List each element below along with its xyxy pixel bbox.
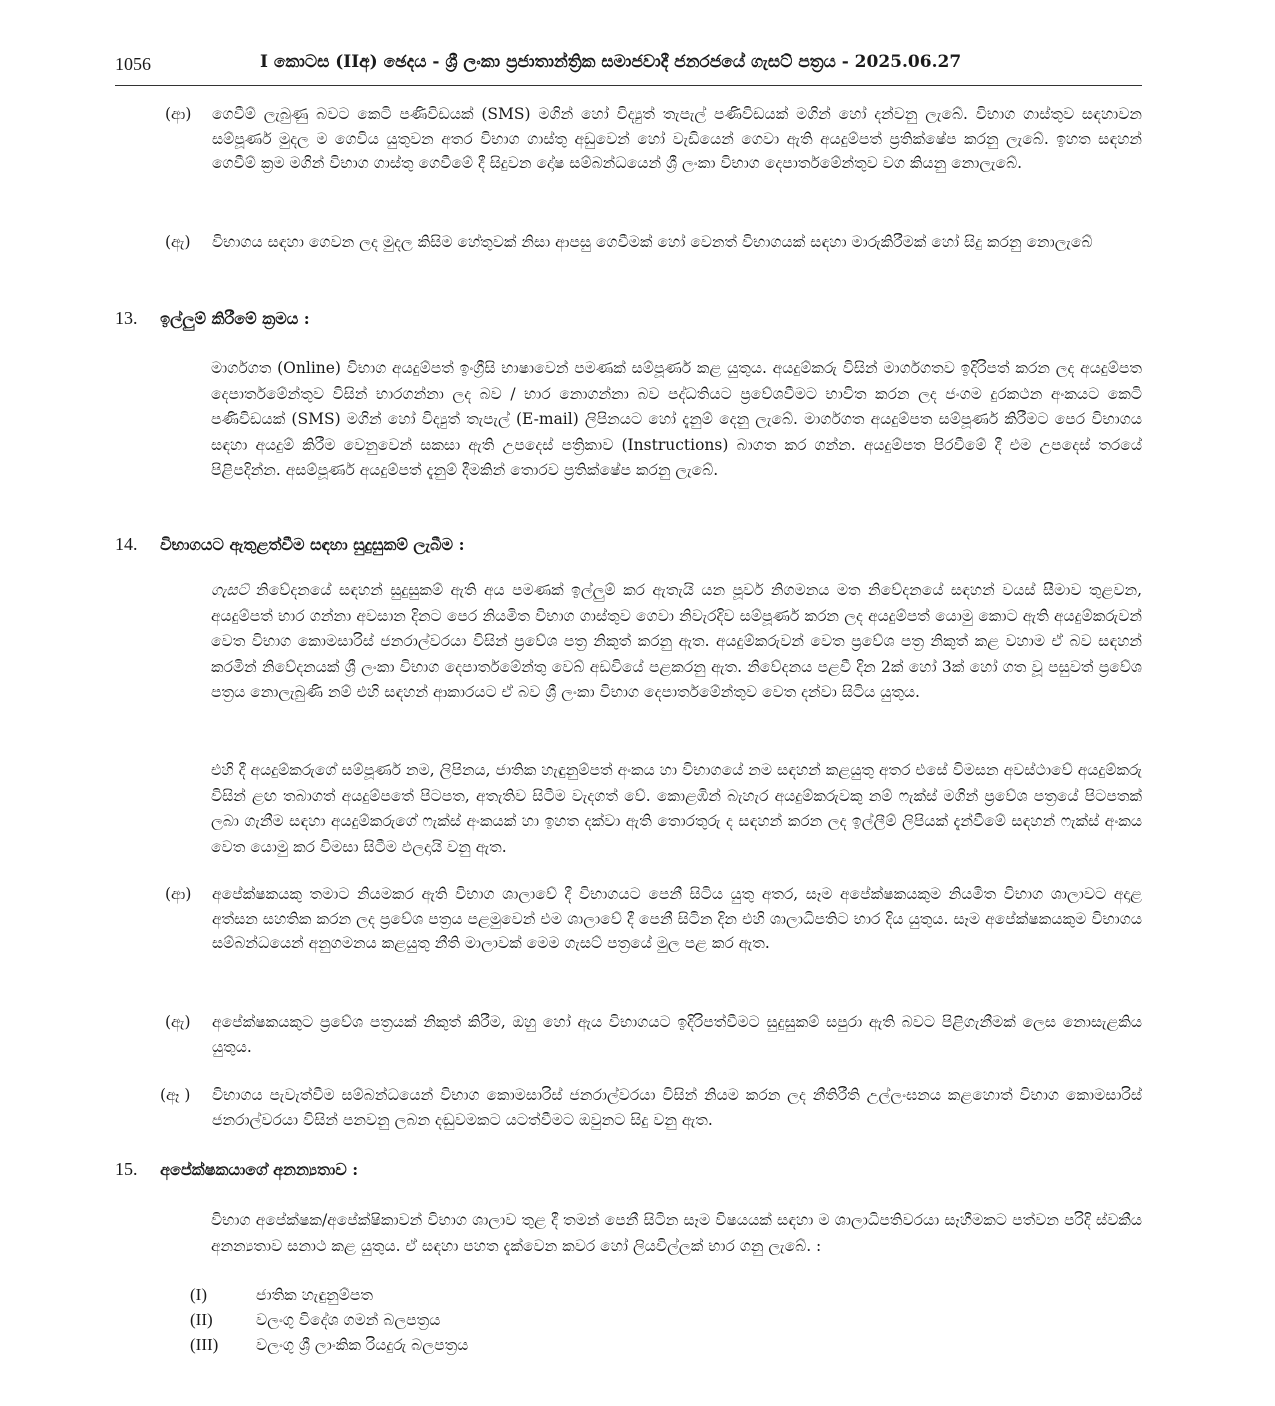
section-title: විභාගයට ඇතුළත්වීම සඳහා සුදුසුකම් ලැබීම : xyxy=(160,535,465,554)
section-number: 14. xyxy=(115,534,138,554)
page-header xyxy=(115,52,1142,82)
item-marker: (ඇ) xyxy=(165,1013,191,1031)
intro-item-ae xyxy=(165,230,1142,282)
section-14-item-ae xyxy=(165,1010,1142,1060)
list-text: ජාතික හැඳුනුම්පත xyxy=(256,1286,373,1304)
section-14-paragraph-1 xyxy=(211,578,1142,706)
list-text: වලංගු ශ්‍රී ලාංකික රියදුරු බලපත්‍රය xyxy=(256,1336,469,1354)
item-text: ගෙවීම් ලැබුණු බවට කෙටි පණිවිඩයක් (SMS) මගින් හෝ විද්‍යුත් තැපැල් පණිවිඩයක් මගින් හෝ දන්වනු ලැබේ. විභාග ගාස්තුව සඳහාවන සම්පූර්ණ මුදල ම ගෙවිය යුතුවන අතර විභාග ගාස්තු අඩුවෙන් හෝ වැඩියෙන් ගෙවා ඇති අයදුම්පත් ප්‍රතික්ෂේප කරනු ලැබේ. ඉහත සඳහන් ගෙවීම් ක්‍රම මගින් විභාග ගාස්තු ගෙවීමේ දී සිදුවන දෝෂ සම්බන්ධයෙන් ශ්‍රී ලංකා විභාග දෙපාර්තමේන්තුව වග කියනු නොලැබේ. xyxy=(212,105,1142,172)
item-marker: (ආ) xyxy=(165,105,192,123)
intro-item-aa xyxy=(165,102,1142,202)
section-13-heading xyxy=(115,306,310,331)
section-number: 13. xyxy=(115,308,138,328)
paragraph-text: නිවේදනයේ සඳහන් සුදුසුකම් ඇති අය පමණක් ඉල්ලුම් කර ඇතැයි යන පූර්ව නිගමනය මත නිවේදනයේ සඳහන් වයස් සීමාව තුළවන, අයදුම්පත් භාර ගන්නා අවසාන දිනට පෙර නියමිත විභාග ගාස්තුව ගෙවා නිවැරදිව සම්පූර්ණ කරන ලද අයදුම්පත් යොමු කොට ඇති අයදුම්කරුවන් වෙත විභාග කොමසාරිස් ජනරාල්වරයා විසින් ප්‍රවේශ පත්‍ර නිකුත් කරනු ඇත. අයදුම්කරුවන් වෙත ප්‍රවේශ පත්‍ර නිකුත් කළ වහාම ඒ බව සඳහන් කරමින් නිවේදනයක් ශ්‍රී ලංකා විභාග දෙපාර්තමේන්තු වෙබ් අඩවියේ පළකරනු ඇත. නිවේදනය පළවී දින 2ක් හෝ 3ක් හෝ ගත වූ පසුවත් ප්‍රවේශ පත්‍රය නොලැබුණි නම් එහි සඳහන් ආකාරයට ඒ බව ශ්‍රී ලංකා විභාග දෙපාර්තමේන්තුව වෙත දන්වා සිටිය යුතුය. xyxy=(211,581,1142,701)
page-title: I කොටස (IIඅ) ඡෙදය - ශ්‍රී ලංකා ප්‍රජාතාන්ත්‍රික සමාජවාදී ජනරජයේ ගැසට් පත්‍රය - 2025.06.27 xyxy=(260,52,962,72)
section-15-paragraph: විභාග අපේක්ෂක/අපේක්ෂිකාවන් විභාග ශාලාව තුළ දී තමන් පෙනී සිටින සෑම විෂයයක් සඳහා ම ශාලාධිපතිවරයා සෑහීමකට පත්වන පරිදි ස්වකීය අනන්‍යතාව සනාථ කළ යුතුය. ඒ සඳහා පහත දැක්වෙන කවර හෝ ලියවිල්ලක් භාර ගනු ලැබේ. : xyxy=(211,1211,1142,1255)
item-text: විභාගය සඳහා ගෙවන ලද මුදල කිසිම හේතුවක් නිසා ආපසු ගෙවීමක් හෝ වෙනත් විභාගයක් සඳහා මාරුකිරීමක් හෝ සිදු කරනු නොලැබේ xyxy=(212,233,1093,251)
section-15-heading xyxy=(115,1157,358,1182)
section-14-item-aee xyxy=(160,1083,1142,1133)
section-14-paragraph-2: එහි දී අයදුම්කරුගේ සම්පූර්ණ නම, ලිපිනය, ජාතික හැඳුනුම්පත් අංකය හා විභාගයේ නම සඳහන් කළයුතු අතර එසේ විමසන අවස්ථාවේ අයදුම්කරු විසින් ළඟ තබාගත් අයදුම්පතේ පිටපත, අතැතිව සිටීම වැදගත් වේ. කොළඹින් බැහැර අයදුම්කරුවකු නම් ෆැක්ස් මගින් ප්‍රවේශ පත්‍රයේ පිටපතක් ලබා ගැනීම සඳහා අයදුම්කරුගේ ෆැක්ස් අංකයක් හා ඉහත දක්වා ඇති තොරතුරු ද සඳහන් කරන ලද ඉල්ලීම් ලිපියක් දැන්වීමේ සඳහන් ෆැක්ස් අංකය වෙත යොමු කර විමසා සිටීම ඵලදායි වනු ඇත. xyxy=(211,761,1142,856)
section-14-heading xyxy=(115,532,465,557)
id-document-item xyxy=(190,1308,440,1332)
list-numeral: (II) xyxy=(190,1310,213,1329)
item-marker: (ඈ ) xyxy=(160,1086,191,1104)
section-title: අපේක්ෂකයාගේ අනන්‍යතාව : xyxy=(160,1160,359,1179)
item-marker: (ඇ) xyxy=(165,233,191,251)
section-title: ඉල්ලුම් කිරීමේ ක්‍රමය : xyxy=(160,309,310,328)
section-14-item-aa xyxy=(165,882,1142,984)
list-text: වලංගු විදේශ ගමන් බලපත්‍රය xyxy=(256,1311,441,1329)
id-document-item xyxy=(190,1333,468,1357)
item-text: අපේක්ෂකයකු තමාට නියමකර ඇති විභාග ශාලාවේ දී විභාගයට පෙනී සිටිය යුතු අතර, සෑම අපේක්ෂකයකුම නියමිත විභාග ශාලාවට අදාළ අත්සන සහතික කරන ලද ප්‍රවේශ පත්‍රය පළමුවෙන් එම ශාලාවේ දී පෙනී සිටින දින එහි ශාලාධිපතිට භාර දිය යුතුය. සෑම අපේක්ෂකයකුම විභාගය සම්බන්ධයෙන් අනුගමනය කළයුතු නීති මාලාවක් මෙම ගැසට් පත්‍රයේ මුල පළ කර ඇත. xyxy=(212,885,1142,952)
gazette-word: ගැසට් xyxy=(211,581,249,599)
list-numeral: (III) xyxy=(190,1335,219,1354)
item-marker: (ආ) xyxy=(165,885,192,903)
item-text: විභාගය පැවැත්වීම සම්බන්ධයෙන් විභාග කොමසාරිස් ජනරාල්වරයා විසින් නියම කරන ලද නීතිරීති උල්ලංඝනය කළහොත් විභාග කොමසාරිස් ජනරාල්වරයා විසින් පනවනු ලබන දඬුවමකට යටත්වීමට ඔවුනට සිදු වනු ඇත. xyxy=(212,1086,1142,1129)
section-13-paragraph: මාර්ගගත (Online) විභාග අයදුම්පත් ඉංග්‍රීසි භාෂාවෙන් පමණක් සම්පූර්ණ කළ යුතුය. අයදුම්කරු විසින් මාර්ගගතව ඉදිරිපත් කරන ලද අයදුම්පත දෙපාර්තමේන්තුව විසින් භාරගන්නා ලද බව / භාර නොගන්නා බව පද්ධතියට ප්‍රවේශවීමට භාවිත කරන ලද ජංගම දුරකථන අංකයට කෙටි පණිවිඩයක් (SMS) මගින් හෝ විද්‍යුත් තැපැල් (E-mail) ලිපිනයට හෝ දැනුම් දෙනු ලැබේ. මාර්ගගත අයදුම්පත සම්පූර්ණ කිරීමට පෙර විභාගය සඳහා අයදුම් කිරීම වෙනුවෙන් සකසා ඇති උපදෙස් පත්‍රිකාව (Instructions) බාගත කර ගන්න. අයදුම්පත පිරවීමේ දී එම උපදෙස් තරයේ පිළිපදින්න. අසම්පූර්ණ අයදුම්පත් දැනුම් දීමකින් තොරව ප්‍රතික්ෂේප කරනු ලැබේ. xyxy=(211,359,1142,479)
list-numeral: (I) xyxy=(190,1285,207,1304)
header-divider xyxy=(115,85,1142,86)
section-number: 15. xyxy=(115,1159,138,1179)
page-number: 1056 xyxy=(115,54,151,74)
item-text: අපේක්ෂකයකුට ප්‍රවේශ පත්‍රයක් නිකුත් කිරීම, ඔහු හෝ ඇය විභාගයට ඉදිරිපත්වීමට සුදුසුකම් සපුරා ඇති බවට පිළිගැනීමක් ලෙස නොසැළකිය යුතුය. xyxy=(212,1013,1142,1056)
id-document-item xyxy=(190,1283,373,1307)
